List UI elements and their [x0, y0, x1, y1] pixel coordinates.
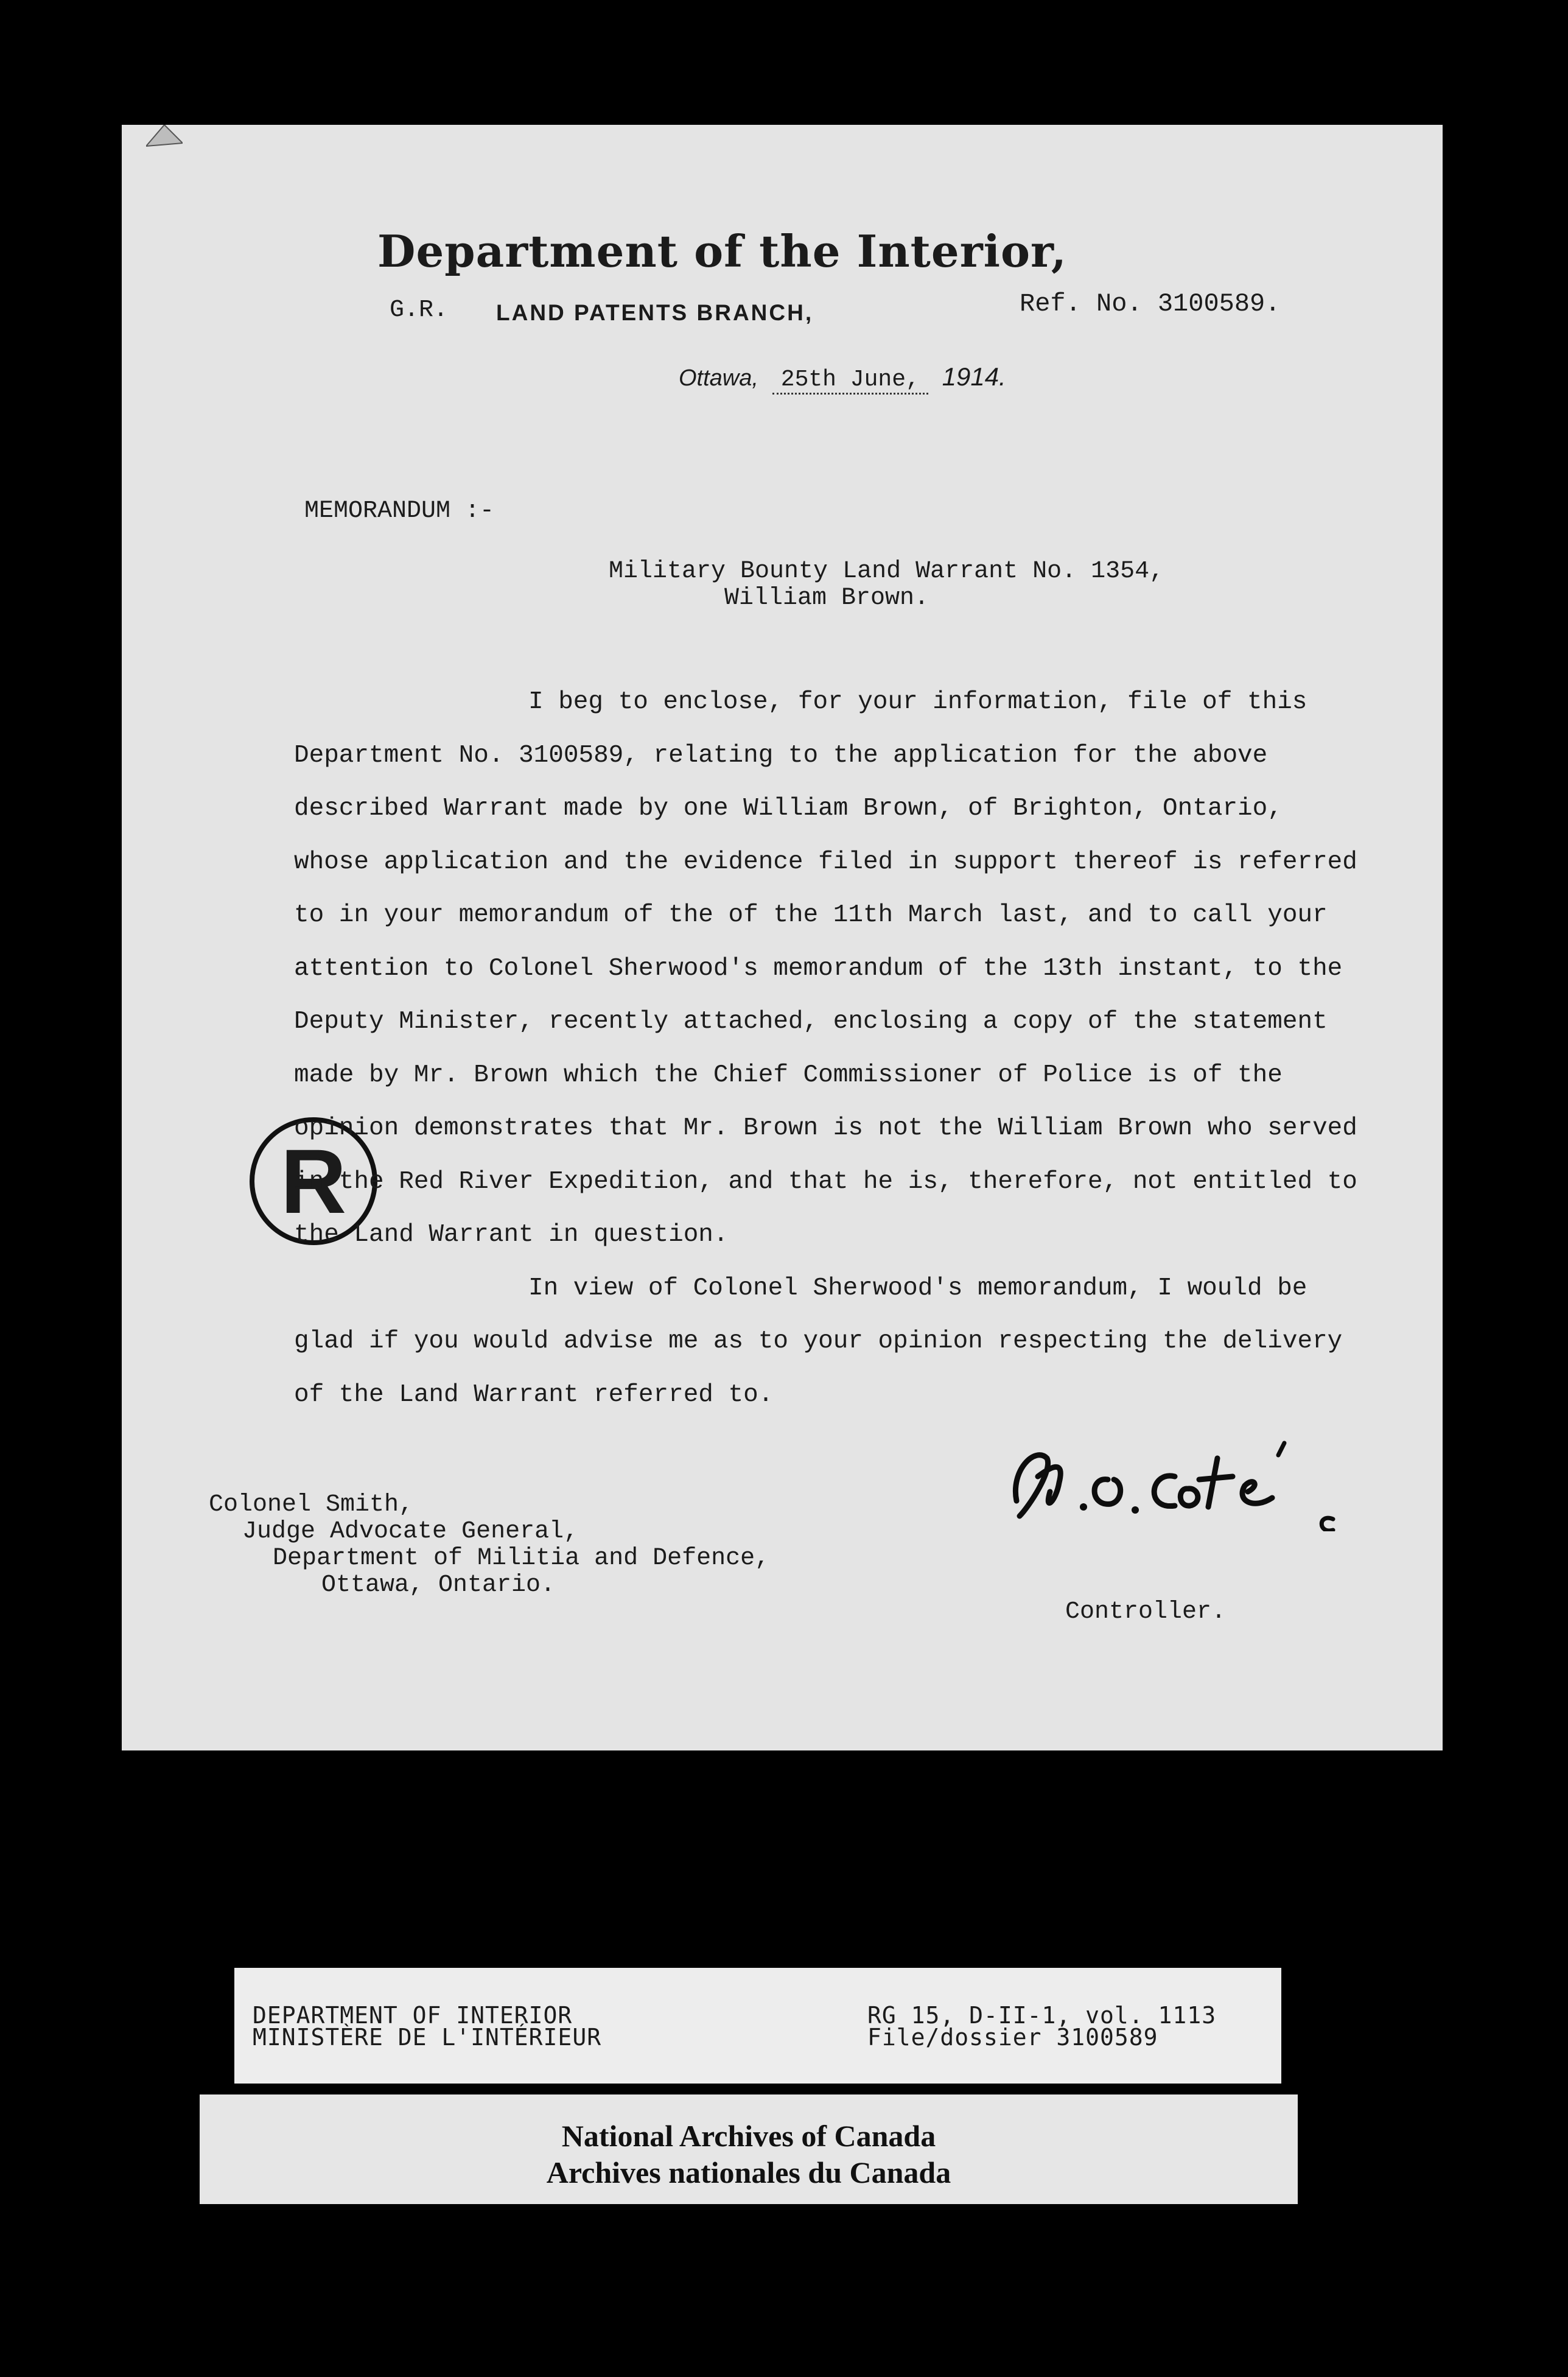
date-day: 25th June, [772, 367, 928, 395]
label-file-reference [867, 2002, 1217, 2051]
addressee-block [209, 1492, 769, 1599]
archives-banner [200, 2094, 1298, 2204]
dateline [679, 362, 1006, 395]
addressee-line: Ottawa, Ontario. [321, 1571, 556, 1599]
subject-line-1: Military Bounty Land Warrant No. 1354, [609, 558, 1164, 585]
document-page [122, 125, 1443, 1750]
memo-body [294, 676, 1365, 1422]
reference-number: Ref. No. 3100589. [1020, 289, 1281, 318]
label-line: MINISTÈRE DE L'INTÉRIEUR [253, 2024, 602, 2051]
branch-name: LAND PATENTS BRANCH, [496, 300, 814, 325]
date-place: Ottawa, [679, 365, 758, 391]
banner-line-french: Archives nationales du Canada [546, 2155, 951, 2189]
addressee-line: Colonel Smith, [209, 1491, 414, 1519]
signer-title: Controller. [1065, 1598, 1227, 1626]
memo-heading: MEMORANDUM :- [304, 497, 495, 525]
department-heading: Department of the Interior, [377, 225, 1067, 277]
subject-line-2: William Brown. [724, 585, 929, 612]
banner-line-english: National Archives of Canada [561, 2119, 936, 2153]
label-line: DEPARTMENT OF INTERIOR [253, 2002, 573, 2029]
folded-corner [146, 125, 183, 149]
label-line: File/dossier 3100589 [867, 2024, 1158, 2051]
initials: G.R. [390, 297, 449, 324]
date-year: 1914. [942, 362, 1006, 391]
paragraph: In view of Colonel Sherwood's memorandum, I would be glad if you would advise me as to your opinion respecting the delivery of the Land Warrant referred to. [294, 1274, 1343, 1409]
label-line: RG 15, D-II-1, vol. 1113 [867, 2002, 1217, 2029]
paragraph: I beg to enclose, for your information, file of this Department No. 3100589, relating to the application for the above described Warrant made by one William Brown, of Brighton, Ontario, whose application and the evidence filed in support thereof is referred to in your memorandum of the of the 11th March last, and to call your attention to Colonel Sherwood's memorandum of the 13th instant, to the Deputy Minister, recently attached, enclosing a copy of the statement made by Mr. Brown which the Chief Commissioner of Police is of the opinion demonstrates that Mr. Brown is not the William Brown who served in the Red River Expedition, and that he is, therefore, not entitled to the Land Warrant in question. [294, 688, 1357, 1249]
addressee-line: Judge Advocate General, [242, 1518, 579, 1545]
handwritten-signature [992, 1434, 1357, 1531]
addressee-line: Department of Militia and Defence, [273, 1545, 770, 1572]
label-department [253, 2002, 602, 2051]
signature-text [992, 1434, 1357, 1531]
memo-subject [609, 558, 1164, 612]
stamp-letter: R [280, 1130, 347, 1232]
archive-reference-label [234, 1968, 1281, 2084]
